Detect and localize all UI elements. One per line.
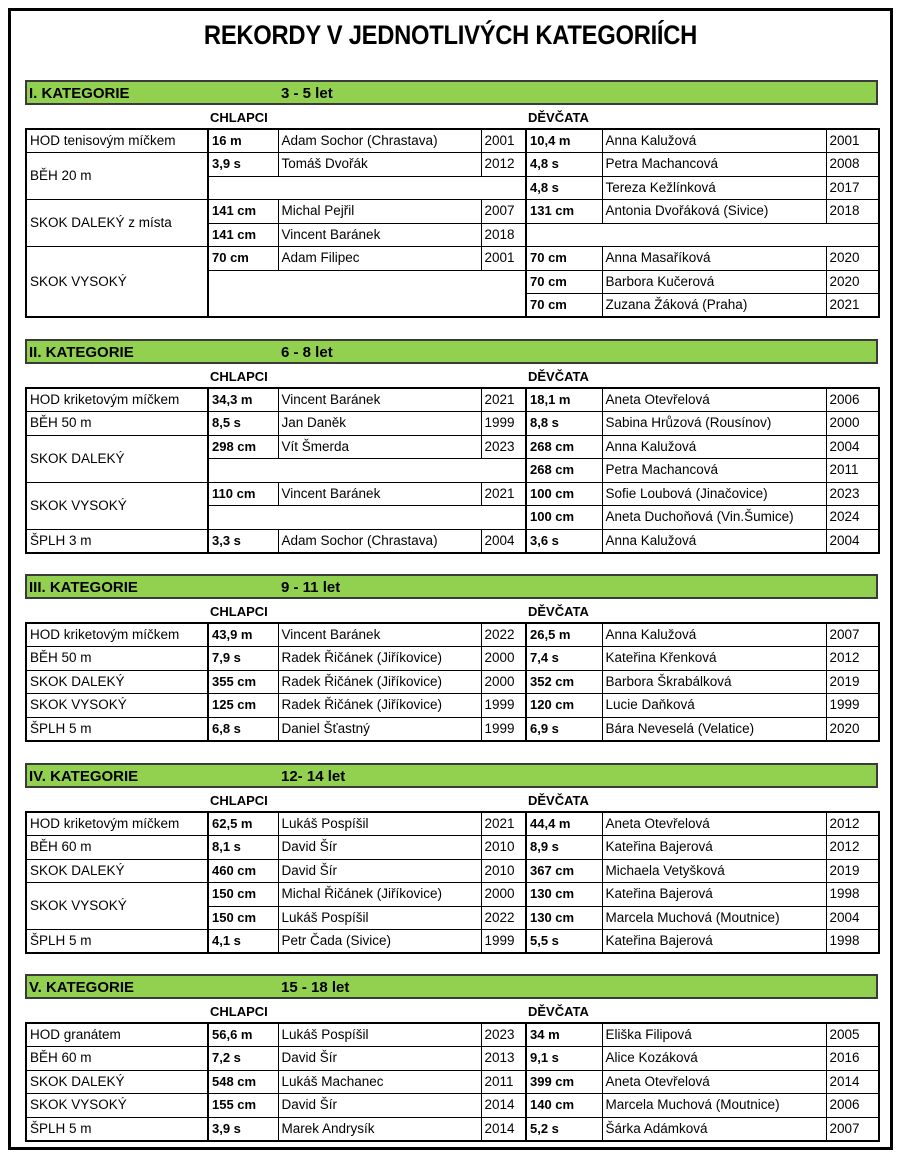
boys-record-holder: Adam Sochor (Chrastava) [278,129,481,153]
girls-record-year: 2019 [826,670,879,694]
category-section [25,80,878,318]
girls-record-year: 2017 [826,176,879,200]
boys-record-value: 141 cm [208,223,278,247]
girls-record-holder: Michaela Vetyšková [602,859,826,883]
girls-record-value: 130 cm [526,906,602,930]
category-section [25,574,878,742]
category-section [25,974,878,1142]
girls-record-year: 2000 [826,412,879,436]
boys-record-value: 6,8 s [208,717,278,741]
girls-record-holder: Marcela Muchová (Moutnice) [602,906,826,930]
girls-record-value: 8,8 s [526,412,602,436]
boys-record-value: 43,9 m [208,623,278,647]
empty-cell [208,459,526,483]
boys-record-year: 2012 [481,153,526,177]
event-name: ŠPLH 5 m [26,717,208,741]
girls-record-year: 2024 [826,506,879,530]
girls-record-value: 70 cm [526,294,602,318]
boys-record-value: 125 cm [208,694,278,718]
table-row [26,129,879,153]
event-name: HOD kriketovým míčkem [26,812,208,836]
girls-record-value: 18,1 m [526,388,602,412]
boys-record-holder: Radek Řičánek (Jiříkovice) [278,647,481,671]
girls-record-holder: Anna Kalužová [602,623,826,647]
event-name: SKOK VYSOKÝ [26,482,208,529]
boys-record-year: 2023 [481,1023,526,1047]
girls-record-value: 268 cm [526,435,602,459]
girls-record-holder: Anna Kalužová [602,129,826,153]
boys-record-holder: Michal Řičánek (Jiříkovice) [278,883,481,907]
girls-record-holder: Aneta Duchoňová (Vin.Šumice) [602,506,826,530]
gender-header [25,999,878,1022]
girls-record-year: 2012 [826,836,879,860]
girls-record-value: 6,9 s [526,717,602,741]
category-header [25,763,878,788]
boys-record-holder: Tomáš Dvořák [278,153,481,177]
boys-record-value: 7,2 s [208,1047,278,1071]
boys-record-holder: David Šír [278,836,481,860]
girls-record-holder: Aneta Otevřelová [602,812,826,836]
event-name: SKOK VYSOKÝ [26,694,208,718]
girls-record-year: 1999 [826,694,879,718]
boys-label: CHLAPCI [210,1004,268,1019]
girls-record-holder: Zuzana Žáková (Praha) [602,294,826,318]
event-name: ŠPLH 3 m [26,529,208,553]
girls-record-value: 100 cm [526,506,602,530]
boys-record-holder: Vincent Baránek [278,482,481,506]
boys-record-year: 2011 [481,1070,526,1094]
table-row [26,1070,879,1094]
category-header [25,80,878,105]
event-name: ŠPLH 5 m [26,930,208,954]
boys-record-year: 2021 [481,388,526,412]
boys-record-value: 3,3 s [208,529,278,553]
boys-record-value: 155 cm [208,1094,278,1118]
girls-record-holder: Kateřina Bajerová [602,836,826,860]
boys-record-holder: Vít Šmerda [278,435,481,459]
boys-record-year: 2001 [481,129,526,153]
records-table [25,128,880,318]
event-name: BĚH 60 m [26,1047,208,1071]
category-header [25,574,878,599]
boys-record-holder: Adam Filipec [278,247,481,271]
girls-record-holder: Bára Neveselá (Velatice) [602,717,826,741]
girls-record-year: 2004 [826,529,879,553]
girls-record-year: 2008 [826,153,879,177]
girls-record-value: 70 cm [526,247,602,271]
girls-record-holder: Alice Kozáková [602,1047,826,1071]
boys-record-holder: Daniel Šťastný [278,717,481,741]
table-row [26,623,879,647]
table-row [26,836,879,860]
girls-record-holder: Tereza Kežlínková [602,176,826,200]
table-row [26,812,879,836]
girls-record-value: 140 cm [526,1094,602,1118]
boys-record-value: 298 cm [208,435,278,459]
boys-record-year: 2013 [481,1047,526,1071]
category-name: II. KATEGORIE [29,344,134,361]
boys-record-value: 70 cm [208,247,278,271]
boys-record-year: 1999 [481,412,526,436]
girls-record-year: 2020 [826,270,879,294]
girls-record-holder: Eliška Filipová [602,1023,826,1047]
girls-record-holder: Antonia Dvořáková (Sivice) [602,200,826,224]
girls-label: DĚVČATA [528,1004,589,1019]
boys-record-holder: Jan Daněk [278,412,481,436]
girls-record-value: 120 cm [526,694,602,718]
boys-record-holder: Radek Řičánek (Jiříkovice) [278,670,481,694]
event-name: SKOK VYSOKÝ [26,247,208,318]
girls-label: DĚVČATA [528,369,589,384]
boys-record-year: 2000 [481,883,526,907]
girls-record-holder: Sofie Loubová (Jinačovice) [602,482,826,506]
girls-record-year: 2001 [826,129,879,153]
boys-record-holder: Lukáš Pospíšil [278,812,481,836]
table-row [26,247,879,271]
girls-record-year: 2019 [826,859,879,883]
boys-record-year: 2010 [481,859,526,883]
table-row [26,388,879,412]
boys-record-year: 2000 [481,670,526,694]
girls-record-holder: Petra Machancová [602,153,826,177]
boys-record-year: 2014 [481,1094,526,1118]
boys-record-value: 8,1 s [208,836,278,860]
girls-record-value: 10,4 m [526,129,602,153]
girls-record-value: 9,1 s [526,1047,602,1071]
category-header [25,974,878,999]
category-age: 15 - 18 let [281,979,350,996]
girls-record-holder: Marcela Muchová (Moutnice) [602,1094,826,1118]
boys-record-value: 16 m [208,129,278,153]
boys-record-year: 1999 [481,717,526,741]
boys-record-year: 2018 [481,223,526,247]
event-name: SKOK DALEKÝ [26,670,208,694]
boys-record-value: 34,3 m [208,388,278,412]
gender-header [25,105,878,128]
event-name: SKOK DALEKÝ z místa [26,200,208,247]
table-row [26,435,879,459]
girls-record-value: 352 cm [526,670,602,694]
girls-record-year: 2007 [826,1117,879,1141]
event-name: HOD granátem [26,1023,208,1047]
category-name: I. KATEGORIE [29,85,130,102]
girls-record-value: 5,5 s [526,930,602,954]
boys-record-value: 110 cm [208,482,278,506]
girls-label: DĚVČATA [528,793,589,808]
event-name: BĚH 60 m [26,836,208,860]
girls-record-year: 2014 [826,1070,879,1094]
boys-record-year: 2000 [481,647,526,671]
category-age: 6 - 8 let [281,344,333,361]
boys-record-value: 141 cm [208,200,278,224]
girls-record-year: 2004 [826,906,879,930]
girls-record-value: 4,8 s [526,153,602,177]
gender-header [25,599,878,622]
records-table [25,622,880,742]
category-header [25,339,878,364]
girls-label: DĚVČATA [528,604,589,619]
boys-record-value: 7,9 s [208,647,278,671]
event-name: BĚH 20 m [26,153,208,200]
table-row [26,930,879,954]
boys-record-year: 2021 [481,482,526,506]
boys-record-value: 3,9 s [208,1117,278,1141]
boys-label: CHLAPCI [210,793,268,808]
category-name: IV. KATEGORIE [29,768,139,785]
boys-record-year: 2022 [481,623,526,647]
boys-record-value: 56,6 m [208,1023,278,1047]
event-name: HOD kriketovým míčkem [26,388,208,412]
girls-record-holder: Petra Machancová [602,459,826,483]
girls-record-value: 5,2 s [526,1117,602,1141]
boys-record-holder: David Šír [278,859,481,883]
table-row [26,1023,879,1047]
boys-record-value: 3,9 s [208,153,278,177]
event-name: SKOK VYSOKÝ [26,1094,208,1118]
event-name: BĚH 50 m [26,647,208,671]
girls-record-value: 4,8 s [526,176,602,200]
records-table [25,387,880,554]
boys-record-holder: Lukáš Machanec [278,1070,481,1094]
category-age: 12- 14 let [281,768,346,785]
girls-record-value: 3,6 s [526,529,602,553]
girls-record-value: 131 cm [526,200,602,224]
event-name: SKOK DALEKÝ [26,435,208,482]
category-age: 3 - 5 let [281,85,333,102]
girls-record-holder: Aneta Otevřelová [602,1070,826,1094]
girls-record-year: 2007 [826,623,879,647]
table-row [26,859,879,883]
empty-cell [208,176,526,200]
girls-record-holder: Sabina Hrůzová (Rousínov) [602,412,826,436]
girls-record-year: 1998 [826,883,879,907]
table-row [26,200,879,224]
table-row [26,529,879,553]
event-name: ŠPLH 5 m [26,1117,208,1141]
event-name: HOD kriketovým míčkem [26,623,208,647]
girls-record-value: 367 cm [526,859,602,883]
table-row [26,883,879,907]
boys-record-value: 150 cm [208,906,278,930]
boys-record-year: 2022 [481,906,526,930]
boys-record-holder: David Šír [278,1094,481,1118]
boys-record-year: 2023 [481,435,526,459]
event-name: HOD tenisovým míčkem [26,129,208,153]
girls-record-year: 2006 [826,1094,879,1118]
table-row [26,1047,879,1071]
boys-record-value: 150 cm [208,883,278,907]
category-name: V. KATEGORIE [29,979,135,996]
gender-header [25,364,878,387]
boys-record-holder: Vincent Baránek [278,388,481,412]
category-section [25,763,878,954]
boys-record-holder: Vincent Baránek [278,623,481,647]
boys-label: CHLAPCI [210,369,268,384]
girls-record-holder: Anna Kalužová [602,529,826,553]
boys-record-year: 2014 [481,1117,526,1141]
girls-record-year: 2016 [826,1047,879,1071]
records-table [25,811,880,954]
boys-record-value: 548 cm [208,1070,278,1094]
event-name: BĚH 50 m [26,412,208,436]
girls-record-holder: Barbora Škrabálková [602,670,826,694]
event-name: SKOK DALEKÝ [26,1070,208,1094]
boys-label: CHLAPCI [210,110,268,125]
table-row [26,153,879,177]
boys-record-holder: Radek Řičánek (Jiříkovice) [278,694,481,718]
boys-record-holder: Lukáš Pospíšil [278,1023,481,1047]
event-name: SKOK VYSOKÝ [26,883,208,930]
girls-record-holder: Lucie Daňková [602,694,826,718]
girls-record-year: 2011 [826,459,879,483]
boys-record-year: 2010 [481,836,526,860]
girls-record-value: 399 cm [526,1070,602,1094]
table-row [26,717,879,741]
girls-record-year: 2005 [826,1023,879,1047]
category-section [25,339,878,554]
boys-record-year: 2007 [481,200,526,224]
boys-record-value: 8,5 s [208,412,278,436]
boys-record-holder: Marek Andrysík [278,1117,481,1141]
empty-cell [208,270,526,317]
girls-record-year: 2004 [826,435,879,459]
boys-record-holder: Lukáš Pospíšil [278,906,481,930]
girls-record-year: 2006 [826,388,879,412]
table-row [26,1117,879,1141]
girls-record-year: 2020 [826,247,879,271]
girls-record-year: 2020 [826,717,879,741]
table-row [26,1094,879,1118]
boys-record-value: 62,5 m [208,812,278,836]
girls-record-holder: Šárka Adámková [602,1117,826,1141]
girls-record-holder: Anna Kalužová [602,435,826,459]
empty-cell [526,223,879,247]
boys-record-year: 2021 [481,812,526,836]
girls-record-year: 2012 [826,647,879,671]
boys-record-holder: David Šír [278,1047,481,1071]
girls-record-value: 268 cm [526,459,602,483]
girls-record-holder: Kateřina Bajerová [602,930,826,954]
girls-record-year: 2012 [826,812,879,836]
girls-record-value: 7,4 s [526,647,602,671]
boys-record-year: 2001 [481,247,526,271]
girls-record-value: 44,4 m [526,812,602,836]
girls-record-holder: Kateřina Bajerová [602,883,826,907]
table-row [26,482,879,506]
event-name: SKOK DALEKÝ [26,859,208,883]
page-title: REKORDY V JEDNOTLIVÝCH KATEGORIÍCH [203,20,698,50]
boys-record-year: 1999 [481,930,526,954]
boys-label: CHLAPCI [210,604,268,619]
boys-record-value: 4,1 s [208,930,278,954]
boys-record-holder: Vincent Baránek [278,223,481,247]
girls-record-value: 70 cm [526,270,602,294]
boys-record-holder: Petr Čada (Sivice) [278,930,481,954]
table-row [26,670,879,694]
gender-header [25,788,878,811]
girls-record-value: 8,9 s [526,836,602,860]
boys-record-year: 1999 [481,694,526,718]
girls-record-year: 1998 [826,930,879,954]
category-age: 9 - 11 let [281,579,341,596]
boys-record-value: 460 cm [208,859,278,883]
records-table [25,1022,880,1142]
empty-cell [208,506,526,530]
girls-record-value: 26,5 m [526,623,602,647]
category-name: III. KATEGORIE [29,579,138,596]
boys-record-value: 355 cm [208,670,278,694]
girls-record-year: 2018 [826,200,879,224]
girls-record-holder: Kateřina Křenková [602,647,826,671]
girls-record-value: 34 m [526,1023,602,1047]
girls-record-value: 100 cm [526,482,602,506]
girls-record-year: 2021 [826,294,879,318]
girls-record-holder: Anna Masaříková [602,247,826,271]
boys-record-year: 2004 [481,529,526,553]
girls-record-value: 130 cm [526,883,602,907]
girls-label: DĚVČATA [528,110,589,125]
table-row [26,647,879,671]
girls-record-year: 2023 [826,482,879,506]
boys-record-holder: Adam Sochor (Chrastava) [278,529,481,553]
table-row [26,694,879,718]
girls-record-holder: Barbora Kučerová [602,270,826,294]
boys-record-holder: Michal Pejřil [278,200,481,224]
girls-record-holder: Aneta Otevřelová [602,388,826,412]
table-row [26,412,879,436]
